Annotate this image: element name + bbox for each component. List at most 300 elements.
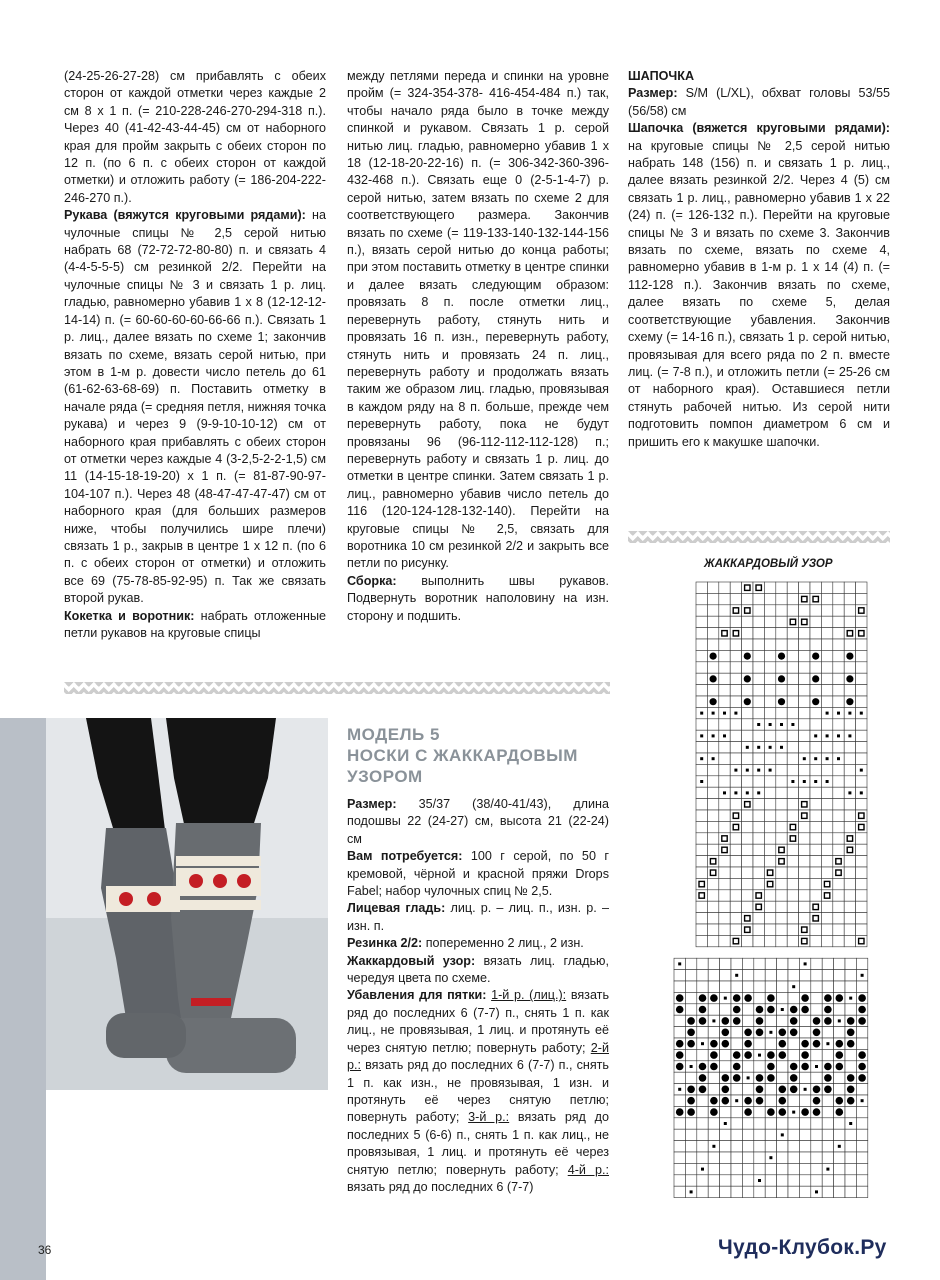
chart-cell bbox=[730, 628, 741, 639]
chart-cell bbox=[767, 1051, 775, 1059]
chart-cell bbox=[833, 628, 844, 639]
chart-cell bbox=[696, 719, 707, 730]
chart-cell bbox=[777, 1118, 788, 1129]
chart-cell bbox=[685, 1175, 696, 1186]
chart-cell bbox=[856, 1106, 867, 1117]
chart-cell bbox=[742, 1084, 753, 1095]
chart-cell bbox=[848, 791, 851, 794]
chart-cell bbox=[712, 1145, 715, 1148]
sidebar-band bbox=[0, 718, 46, 1280]
chart-cell bbox=[742, 1061, 753, 1072]
chart-cell bbox=[753, 856, 764, 867]
chart-cell bbox=[781, 1008, 784, 1011]
chart-cell bbox=[844, 890, 855, 901]
chart-cell bbox=[765, 1118, 776, 1129]
chart-cell bbox=[707, 582, 718, 593]
chart-cell bbox=[811, 1129, 822, 1140]
chart-cell bbox=[777, 970, 788, 981]
chart-cell bbox=[846, 675, 853, 682]
paragraph: 100 г серой, по 50 г кремовой, чёрной и красной пряжи Drops Fabel; набор чулочных спиц № 2,5. bbox=[347, 849, 609, 899]
chart-cell bbox=[833, 685, 844, 696]
chart-cell bbox=[834, 981, 845, 992]
chart-cell bbox=[731, 1084, 742, 1095]
chart-cell bbox=[764, 924, 775, 935]
chart-cell bbox=[856, 685, 867, 696]
chart-cell bbox=[776, 799, 787, 810]
chart-cell bbox=[685, 1118, 696, 1129]
chart-cell bbox=[834, 1186, 845, 1197]
chart-cell bbox=[719, 650, 730, 661]
chart-cell bbox=[856, 1175, 867, 1186]
chart-cell bbox=[696, 890, 707, 901]
chart-cell bbox=[690, 1065, 693, 1068]
chart-cell bbox=[757, 746, 760, 749]
chart-cell bbox=[799, 707, 810, 718]
chart-cell bbox=[812, 698, 819, 705]
chart-cell bbox=[742, 1004, 753, 1015]
chart-cell bbox=[821, 901, 832, 912]
chart-cell bbox=[767, 1108, 775, 1116]
chart-cell bbox=[687, 1086, 695, 1094]
chart-cell bbox=[779, 1051, 787, 1059]
chart-cell bbox=[742, 970, 753, 981]
chart-cell bbox=[719, 799, 730, 810]
chart-cell bbox=[821, 593, 832, 604]
chart-cell bbox=[856, 856, 867, 867]
chart-cell bbox=[674, 981, 685, 992]
chart-cell bbox=[765, 1141, 776, 1152]
chart-cell bbox=[799, 821, 810, 832]
chart-cell bbox=[821, 878, 832, 889]
chart-cell bbox=[696, 913, 707, 924]
chart-cell bbox=[813, 1029, 821, 1037]
chart-cell bbox=[826, 734, 829, 737]
chart-cell bbox=[742, 913, 753, 924]
text-column-4 bbox=[347, 796, 609, 1196]
chart-cell bbox=[833, 593, 844, 604]
chart-cell bbox=[696, 799, 707, 810]
chart-cell bbox=[696, 856, 707, 867]
chart-cell bbox=[707, 639, 718, 650]
chart-cell bbox=[837, 757, 840, 760]
chart-cell bbox=[776, 753, 787, 764]
chart-cell bbox=[674, 1118, 685, 1129]
chart-cell bbox=[844, 719, 855, 730]
chart-cell bbox=[810, 764, 821, 775]
chart-cell bbox=[674, 1175, 685, 1186]
chart-cell bbox=[685, 1141, 696, 1152]
chart-cell bbox=[822, 1106, 833, 1117]
chart-cell bbox=[799, 1015, 810, 1026]
paragraph: (24-25-26-27-28) см прибавлять с обеих сторон от каждой отметки через каждые 2 см 8 х 1 п. (= 210-228-246-270-294-318 п.). Через 40 (41-42-43-44-45) см от наборного края для пройм закрыть с обеих сторон по 12 п. (по 6 п. с обеих сторон от каждой отметки) и отложить работу (= 186-204-222-246-270 п.). bbox=[64, 69, 326, 205]
chart-cell bbox=[787, 662, 798, 673]
chart-cell bbox=[856, 958, 867, 969]
chart-cell bbox=[826, 780, 829, 783]
chart-cell bbox=[833, 582, 844, 593]
chart-cell bbox=[845, 1049, 856, 1060]
chart-cell bbox=[801, 1006, 809, 1014]
chart-cell bbox=[846, 653, 853, 660]
chart-cell bbox=[787, 639, 798, 650]
chart-cell bbox=[788, 1163, 799, 1174]
chart-cell bbox=[856, 890, 867, 901]
chart-cell bbox=[811, 1163, 822, 1174]
chart-cell bbox=[813, 1017, 821, 1025]
chart-cell bbox=[856, 742, 867, 753]
chart-cell bbox=[696, 833, 707, 844]
chart-cell bbox=[844, 753, 855, 764]
chart-cell bbox=[699, 1063, 707, 1071]
chart-cell bbox=[696, 935, 707, 946]
chart-cell bbox=[765, 958, 776, 969]
chart-cell bbox=[720, 1049, 731, 1060]
chart-cell bbox=[730, 856, 741, 867]
chart-cell bbox=[810, 593, 821, 604]
chart-cell bbox=[730, 719, 741, 730]
chart-cell bbox=[764, 753, 775, 764]
paragraph: вязать ряд до последних 6 (7-7) п., снять 1 п. как лиц., не провязывая, 1 лиц. и протянуть её через снятую петлю; повернуть работу; bbox=[347, 988, 610, 1055]
chart-cell bbox=[836, 1051, 844, 1059]
chart-cell bbox=[754, 958, 765, 969]
chart-cell bbox=[696, 810, 707, 821]
chart-cell bbox=[674, 1095, 685, 1106]
chart-cell bbox=[753, 878, 764, 889]
chart-cell bbox=[833, 799, 844, 810]
watermark: Чудо-Клубок.Ру bbox=[718, 1236, 887, 1259]
chart-cell bbox=[787, 742, 798, 753]
chart-cell bbox=[824, 994, 832, 1002]
chart-cell bbox=[856, 1129, 867, 1140]
chart-cell bbox=[730, 810, 741, 821]
chart-cell bbox=[821, 650, 832, 661]
chart-cell bbox=[788, 1186, 799, 1197]
chart-cell bbox=[756, 1029, 764, 1037]
chart-cell bbox=[810, 707, 821, 718]
chart-cell bbox=[723, 791, 726, 794]
chart-cell bbox=[756, 1086, 764, 1094]
chart-cell bbox=[799, 582, 810, 593]
chart-cell bbox=[742, 753, 753, 764]
chart-cell bbox=[674, 1186, 685, 1197]
chart-cell bbox=[710, 1108, 718, 1116]
chart-cell bbox=[731, 1129, 742, 1140]
chart-cell bbox=[730, 833, 741, 844]
chart-cell bbox=[858, 1017, 866, 1025]
chart-cell bbox=[742, 1015, 753, 1026]
chart-cell bbox=[742, 833, 753, 844]
chart-cell bbox=[856, 924, 867, 935]
chart-cell bbox=[833, 616, 844, 627]
chart-cell bbox=[722, 1074, 730, 1082]
size-heading: Размер: bbox=[628, 86, 678, 101]
chart-cell bbox=[674, 1141, 685, 1152]
chart-cell bbox=[747, 1076, 750, 1079]
chart-cell bbox=[730, 639, 741, 650]
chart-cell bbox=[844, 856, 855, 867]
chart-cell bbox=[676, 1063, 684, 1071]
chart-cell bbox=[744, 1051, 752, 1059]
chart-cell bbox=[687, 1017, 695, 1025]
chart-cell bbox=[787, 605, 798, 616]
chart-cell bbox=[696, 593, 707, 604]
chart-cell bbox=[756, 1006, 764, 1014]
chart-cell bbox=[708, 1072, 719, 1083]
chart-cell bbox=[799, 1118, 810, 1129]
chart-cell bbox=[826, 1168, 829, 1171]
chart-cell bbox=[799, 650, 810, 661]
chart-cell bbox=[758, 1179, 761, 1182]
chart-cell bbox=[838, 1145, 841, 1148]
chart-cell bbox=[833, 719, 844, 730]
chart-cell bbox=[822, 1129, 833, 1140]
chart-cell bbox=[742, 890, 753, 901]
chart-cell bbox=[753, 833, 764, 844]
chart-cell bbox=[788, 1049, 799, 1060]
chart-cell bbox=[710, 1040, 718, 1048]
chart-cell bbox=[826, 757, 829, 760]
chart-cell bbox=[858, 994, 866, 1002]
chart-cell bbox=[753, 913, 764, 924]
chart-cell bbox=[708, 1186, 719, 1197]
chart-cell bbox=[742, 1175, 753, 1186]
chart-cell bbox=[753, 685, 764, 696]
chart-cell bbox=[710, 653, 717, 660]
chart-cell bbox=[856, 1027, 867, 1038]
chart-cell bbox=[799, 1072, 810, 1083]
chart-cell bbox=[742, 662, 753, 673]
chart-cell bbox=[700, 712, 703, 715]
chart-cell bbox=[730, 730, 741, 741]
chart-cell bbox=[845, 1106, 856, 1117]
paragraph: лиц. р. – лиц. п., изн. р. – изн. п. bbox=[347, 901, 609, 933]
chart-cell bbox=[821, 696, 832, 707]
chart-cell bbox=[787, 833, 798, 844]
chart-cell bbox=[719, 764, 730, 775]
chart-cell bbox=[710, 994, 718, 1002]
chart-cell bbox=[811, 1072, 822, 1083]
chart-cell bbox=[776, 685, 787, 696]
chart-cell bbox=[776, 913, 787, 924]
chart-cell bbox=[790, 1029, 798, 1037]
jacquard-heading: Жаккардовый узор: bbox=[347, 953, 476, 968]
chart-cell bbox=[720, 1061, 731, 1072]
chart-cell bbox=[719, 582, 730, 593]
chart-cell bbox=[844, 764, 855, 775]
heel-heading: Убавления для пятки: bbox=[347, 988, 487, 1003]
chart-cell bbox=[787, 787, 798, 798]
chart-cell bbox=[753, 799, 764, 810]
chart-cell bbox=[753, 844, 764, 855]
chart-cell bbox=[764, 582, 775, 593]
chart-cell bbox=[776, 593, 787, 604]
chart-cell bbox=[764, 696, 775, 707]
chart-cell bbox=[810, 913, 821, 924]
chart-cell bbox=[776, 628, 787, 639]
chart-cell bbox=[833, 673, 844, 684]
chart-cell bbox=[756, 1074, 764, 1082]
chart-cell bbox=[764, 821, 775, 832]
chart-cell bbox=[813, 1097, 821, 1105]
chart-cell bbox=[844, 685, 855, 696]
chart-cell bbox=[833, 833, 844, 844]
paragraph: набрать отложенные петли рукавов на круговые спицы bbox=[64, 608, 327, 640]
chart-cell bbox=[720, 1106, 731, 1117]
chart-cell bbox=[856, 799, 867, 810]
chart-cell bbox=[769, 1031, 772, 1034]
chart-cell bbox=[719, 639, 730, 650]
chart-cell bbox=[730, 685, 741, 696]
chart-cell bbox=[776, 764, 787, 775]
chart-cell bbox=[731, 1175, 742, 1186]
chart-cell bbox=[753, 582, 764, 593]
chart-cell bbox=[810, 890, 821, 901]
chart-cell bbox=[821, 833, 832, 844]
chart-cell bbox=[845, 981, 856, 992]
chart-cell bbox=[856, 628, 867, 639]
chart-cell bbox=[821, 844, 832, 855]
chart-cell bbox=[792, 985, 795, 988]
chart-cell bbox=[834, 1163, 845, 1174]
chart-cell bbox=[788, 1141, 799, 1152]
chart-cell bbox=[799, 764, 810, 775]
chart-cell bbox=[731, 1027, 742, 1038]
chart-cell bbox=[822, 958, 833, 969]
chart-cell bbox=[697, 981, 708, 992]
chart-cell bbox=[730, 650, 741, 661]
chart-cell bbox=[810, 742, 821, 753]
chart-cell bbox=[742, 810, 753, 821]
assembly-heading: Сборка: bbox=[347, 573, 397, 588]
chart-cell bbox=[746, 769, 749, 772]
chart-cell bbox=[696, 582, 707, 593]
chart-cell bbox=[707, 856, 718, 867]
chart-cell bbox=[849, 1122, 852, 1125]
chart-cell bbox=[821, 742, 832, 753]
chart-cell bbox=[833, 935, 844, 946]
paragraph: 35/37 (38/40-41/43), длина подошвы 22 (24-27) см, высота 21 (22-24) см bbox=[347, 797, 609, 846]
chart-cell bbox=[696, 764, 707, 775]
text-column-3 bbox=[628, 68, 890, 451]
paragraph: вязать ряд до последних 6 (7-7) bbox=[347, 1179, 534, 1194]
chart-cell bbox=[834, 1072, 845, 1083]
chart-cell bbox=[856, 913, 867, 924]
chart-cell bbox=[697, 1186, 708, 1197]
chart-cell bbox=[719, 901, 730, 912]
chart-cell bbox=[787, 673, 798, 684]
paragraph: вязать ряд до последних 6 (7-7) п., снять 1 п. как изн., не провязывая, 1 изн. и протянуть её через снятую петлю; повернуть работу; bbox=[347, 1058, 609, 1125]
chart-cell bbox=[753, 662, 764, 673]
chart-cell bbox=[788, 1175, 799, 1186]
chart-cell bbox=[753, 639, 764, 650]
chart-cell bbox=[821, 639, 832, 650]
chart-cell bbox=[744, 698, 751, 705]
paragraph: вязать ряд до последних 5 (6-6) п., снять 1 п. как лиц., не провязывая, 1 лиц. и протянуть её через снятую петлю; повернуть работу; bbox=[347, 1110, 609, 1177]
chart-cell bbox=[856, 719, 867, 730]
chart-cell bbox=[833, 878, 844, 889]
chart-cell bbox=[696, 628, 707, 639]
chart-cell bbox=[836, 1097, 844, 1105]
chart-cell bbox=[813, 1086, 821, 1094]
chart-cell bbox=[821, 605, 832, 616]
chart-cell bbox=[734, 769, 737, 772]
chart-cell bbox=[781, 1133, 784, 1136]
chart-cell bbox=[780, 746, 783, 749]
chart-cell bbox=[833, 821, 844, 832]
chart-cell bbox=[719, 935, 730, 946]
chart-cell bbox=[731, 1152, 742, 1163]
chart-cell bbox=[696, 685, 707, 696]
chart-cell bbox=[799, 833, 810, 844]
chart-cell bbox=[708, 981, 719, 992]
chart-cell bbox=[710, 1051, 718, 1059]
chart-cell bbox=[787, 810, 798, 821]
chart-cell bbox=[697, 970, 708, 981]
chart-cell bbox=[731, 958, 742, 969]
chart-cell bbox=[788, 1095, 799, 1106]
chart-cell bbox=[719, 913, 730, 924]
chart-cell bbox=[696, 901, 707, 912]
chart-cell bbox=[720, 1152, 731, 1163]
chart-cell bbox=[844, 810, 855, 821]
chart-cell bbox=[676, 1006, 684, 1014]
chart-cell bbox=[834, 1152, 845, 1163]
chart-cell bbox=[720, 1004, 731, 1015]
chart-cell bbox=[767, 1074, 775, 1082]
chart-cell bbox=[856, 878, 867, 889]
chart-cell bbox=[753, 616, 764, 627]
chart-cell bbox=[844, 662, 855, 673]
chart-cell bbox=[777, 1141, 788, 1152]
chart-cell bbox=[833, 890, 844, 901]
chart-cell bbox=[722, 1097, 730, 1105]
chart-cell bbox=[801, 994, 809, 1002]
chart-cell bbox=[753, 628, 764, 639]
chart-cell bbox=[776, 844, 787, 855]
chart-cell bbox=[833, 913, 844, 924]
chart-cell bbox=[787, 628, 798, 639]
chart-cell bbox=[787, 616, 798, 627]
chart-cell bbox=[764, 844, 775, 855]
paragraph: на чулочные спицы № 2,5 серой нитью набрать 68 (72-72-72-80-80) п. и связать 4 (4-4-5-5-5) см резинкой 2/2. Перейти на чулочные спицы № 3 и связать 1 р. лиц. гладью, равномерно убавив 1 х 8 (12-12-12-14-14) п. (= 60-60-60-60-66-66 п.). Связать 1 р. лиц., далее вязать по схеме 1; закончив вязать по схеме, вязать серой нитью, при этом в 1-м р. довести число петель до 61 (61-62-63-68-69) п. Поставить отметку в начале ряда (= средняя петля, нижняя точка рукава) и через 9 (9-9-10-10-12) см от наборного края прибавлять с обеих сторон от отметки через каждые 4 (3-2,5-2-2-1,5) см 11 (14-15-18-19-20) х 1 п. (= 81-87-90-97-104-107 п.). Через 48 (48-47-47-47-47) см от наборного края (для больших размеров ниже, чтобы получились шире плечи) связать 1 р., закрыв в центре 1 х 12 п. (по 6 п. с обеих сторон от отметки) и отложить все 69 (75-78-85-92-95) п. Так же связать второй рукав. bbox=[64, 208, 326, 606]
chart-cell bbox=[707, 913, 718, 924]
chart-cell bbox=[799, 1152, 810, 1163]
chart-cell bbox=[767, 1063, 775, 1071]
chart-cell bbox=[720, 1141, 731, 1152]
chart-cell bbox=[744, 1097, 752, 1105]
chart-cell bbox=[799, 878, 810, 889]
chart-cell bbox=[787, 935, 798, 946]
chart-cell bbox=[765, 1095, 776, 1106]
chart-cell bbox=[822, 1049, 833, 1060]
chart-cell bbox=[754, 1141, 765, 1152]
chart-cell bbox=[753, 593, 764, 604]
chart-cell bbox=[712, 712, 715, 715]
divider bbox=[628, 531, 890, 543]
chart-cell bbox=[742, 1118, 753, 1129]
chart-cell bbox=[696, 821, 707, 832]
chart-cell bbox=[799, 913, 810, 924]
chart-cell bbox=[834, 1129, 845, 1140]
chart-cell bbox=[822, 970, 833, 981]
chart-cell bbox=[697, 1027, 708, 1038]
chart-cell bbox=[834, 970, 845, 981]
chart-cell bbox=[833, 764, 844, 775]
chart-cell bbox=[742, 605, 753, 616]
chart-cell bbox=[731, 981, 742, 992]
chart-cell bbox=[799, 970, 810, 981]
chart-cell bbox=[833, 787, 844, 798]
chart-cell bbox=[810, 616, 821, 627]
